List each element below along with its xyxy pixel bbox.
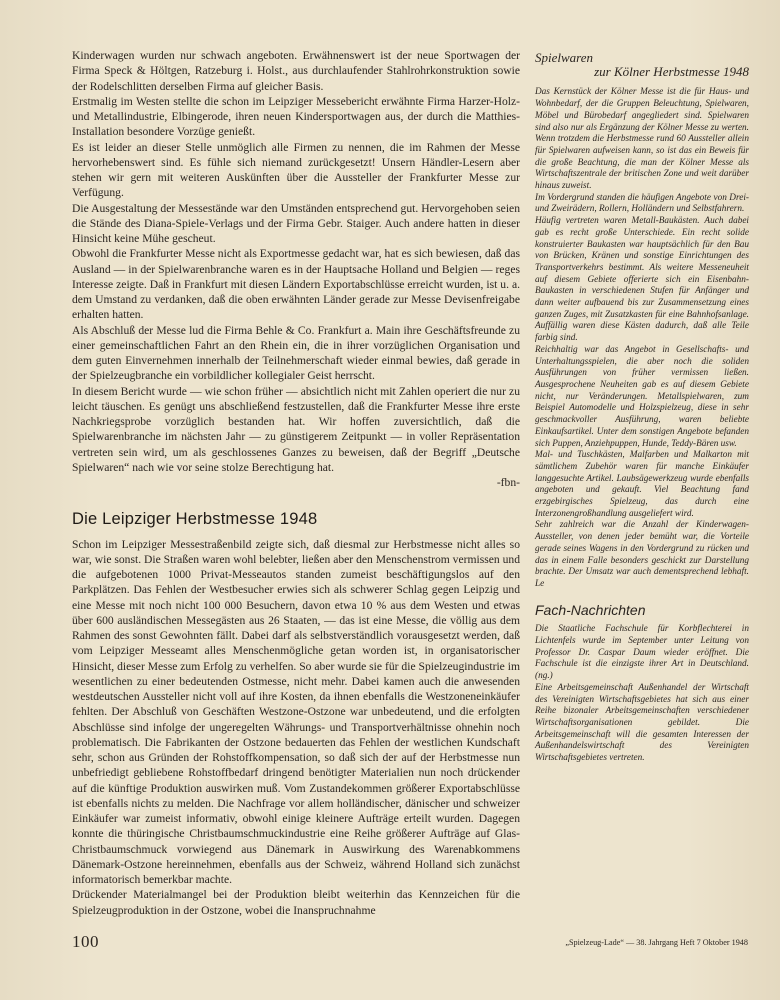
side-column [535, 52, 749, 765]
paragraph: In diesem Bericht wurde — wie schon früher — absichtlich nicht mit Zahlen operiert die nur zu leicht täuschen. Es genügt uns abschließend festzustellen, daß die Frankfurter Messe ihre erste Nachkriegsprobe vorzüglich bestanden hat. Wir hoffen zuversichtlich, daß die Spielwarenbranche im nächsten Jahr — zu günstigerem Zeitpunkt — in voller Repräsentation vertreten sein wird, um als geschlossenes Ganzes zu beweisen, daß der Begriff „Deutsche Spielwaren“ nach wie vor seine stolze Berechtigung hat. [72, 384, 520, 474]
sidebar-paragraph: Reichhaltig war das Angebot in Gesellschafts- und Unterhaltungsspielen, die aber noch die soliden Ausführungen von früher vermissen ließen. Ausgesprochene Neuheiten gab es auf diesem Gebiete nicht, nur Veränderungen. Metallspielwaren, zum Beispiel Automodelle und Holzspielzeug, diese in sehr geschmackvoller Ausführung, waren beliebte Einkaufsartikel. Unter dem sonstigen Angebote befanden sich Puppen, Anziehpuppen, Hunde, Teddy-Bären usw. [535, 344, 749, 449]
page-number: 100 [72, 932, 99, 951]
paragraph: Kinderwagen wurden nur schwach angeboten. Erwähnenswert ist der neue Sportwagen der Firma Speck & Höltgen, Ratzeburg i. Holst., aus durchlaufender Stahlrohrkonstruktion sowie der Rodelschlitten derselben Firma auf gleicher Basis. [72, 49, 520, 93]
sidebar-paragraph: Häufig vertreten waren Metall-Baukästen. Auch dabei gab es recht große Unterschiede. Ein recht solide konstruierter Baukasten war hauptsächlich für den Bau von Brücken, Kränen und sonstige Einrichtungen des Transportverkehrs bestimmt. Als weitere Messeneuheit auf diesem Gebiete offerierte sich ein Eisenbahn-Baukasten in verschiedenen Stufen für Anfänger und dann weiter aufbauend bis zur Zusammensetzung eines ganzen Zuges, mit Zusatzkasten für eine Bahnhofsanlage. Auffällig waren diese Kästen dadurch, daß alle Teile farbig sind. [535, 216, 749, 344]
footer-imprint: „Spielzeug-Lade“ — 38. Jahrgang Heft 7 Oktober 1948 [565, 938, 748, 947]
paragraph: Als Abschluß der Messe lud die Firma Behle & Co. Frankfurt a. Main ihre Geschäftsfreunde zu einer gemeinschaftlichen Fahrt an den Rhein ein, die in ihrer vorzüglichen Organisation und dem guten Einvernehmen innerhalb der Teilnehmerschaft wieder einmal bewies, daß gerade in der Spielzeugbranche ein vorbildlicher kollegialer Geist herrscht. [72, 323, 520, 383]
main-column [72, 48, 520, 918]
paragraph: Drückender Materialmangel bei der Produktion bleibt weiterhin das Kennzeichen für die Spielzeugproduktion in der Ostzone, wobei die Inanspruchnahme [72, 888, 520, 917]
paragraph: Schon im Leipziger Messestraßenbild zeigte sich, daß diesmal zur Herbstmesse nicht alles so war, wie sonst. Die Straßen waren wohl belebter, ließen aber den Menschenstrom vermissen und die aufgebotenen 1000 Privat-Messeautos standen zumeist beschäftigungslos auf den Parkplätzen. Das Fehlen der Westbesucher erwies sich als schwerer Schlag gegen Leipzig und eine Messe mit noch nicht 100 000 Besuchern, davon etwa 10 % aus dem Westen und etwas über 600 ausländischen Messegästen aus 26 Staaten, — das ist eine Messe, die völlig aus dem Rahmen des sonst Gewohnten fällt. Dabei darf als selbstverständlich vorausgesetzt werden, daß vom Leipziger Messeamt alles Menschenmögliche getan worden ist, in organisatorischer Hinsicht, dieser Messe zum Erfolg zu verhelfen. So aber wurde sie für die Spielzeugindustrie im wesentlichen zu einer bedeutenden Ostmesse, nicht mehr. Dabei kamen auch die anwesenden westdeutschen Aussteller nicht voll auf ihre Kosten, da ihnen ebenfalls die Westzoneneinkäufer fehlten. Der Abschluß von Geschäften Westzone-Ostzone war unbedeutend, und die erfolgten Abschlüsse sind infolge der ungeregelten Währungs- und Transportverhältnisse ohnehin noch problematisch. Die Fabrikanten der Ostzone bedauerten das Fehlen der westlichen Kundschaft sehr, schon aus Gründen der Rohstoffkompensation, so daß sich der auf der Herbstmesse nun unbefriedigt gebliebene Rohstoffbedarf dringend benötigter Materialien nun noch drückender auf die künftige Produktion auswirken muß. Vom Zustandekommen größerer Exportabschlüsse ist ebenfalls nichts zu melden. Die Nachfrage vor allem holländischer, dänischer und schweizer Einkäufer war zumeist informativ, obwohl einige kleinere Aufträge erteilt wurden. Dagegen konnte die thüringische Christbaumschmuckindustrie eine Reihe größerer Aufträge auf Glas-Christbaumschmuck vorwiegend aus Dänemark in Auswirkung des Warenabkommens Dänemark-Ostzone hereinnehmen, ebenfalls aus der Schweiz, während Holland sich zunächst informatorisch bemerkbar machte. [72, 537, 520, 886]
sidebar-paragraph: Mal- und Tuschkästen, Malfarben und Malkarton mit sämtlichem Zubehör waren für manche Einkäufer langgesuchte Artikel. Laubsägewerkzeug wurde ebenfalls angeboten und gekauft. Viel Beachtung fand erzgebirgisches Spielzeug, das durch eine Interzonengroßhandlung ausgeliefert wird. [535, 450, 749, 519]
news-item: Eine Arbeitsgemeinschaft Außenhandel der Wirtschaft des Vereinigten Wirtschaftsgebietes hat sich aus einer Reihe bizonaler Arbeitsgemeinschaften verschiedener Wirtschaftsorganisationen gebildet. Die Arbeitsgemeinschaft will die gesamten Interessen der Außenhandelswirtschaft des Vereinigten Wirtschaftsgebietes vertreten. [535, 682, 749, 764]
article-heading: Die Leipziger Herbstmesse 1948 [72, 510, 318, 529]
paragraph: Die Ausgestaltung der Messestände war den Umständen entsprechend gut. Hervorgehoben seien die Stände des Diana-Spiele-Verlags und der Firma Gebr. Staiger. Auch andere hatten in dieser Hinsicht keine Mühe gescheut. [72, 201, 520, 245]
sidebar-subtitle: zur Kölner Herbstmesse 1948 [594, 63, 749, 79]
sidebar-paragraph: Das Kernstück der Kölner Messe ist die für Haus- und Wohnbedarf, der die Gruppen Beleuchtung, Spielwaren, Möbel und Bürobedarf angegliedert sind. Spielwaren sind also nur als Ergänzung der Kölner Messe zu werten. Wenn trotzdem die Herbstmesse rund 60 Aussteller allein für Spielwaren aufweisen kann, so ist das ein Beweis für die große Beachtung, die man der Kölner Messe als Wirtschaftszentrale der britischen Zone und weit darüber hinaus zuweist. [535, 87, 749, 192]
sidebar-paragraph: Im Vordergrund standen die häufigen Angebote von Drei- und Zweirädern, Rollern, Holländern und Selbstfahrern. [535, 192, 749, 215]
paragraph: Obwohl die Frankfurter Messe nicht als Exportmesse gedacht war, hat es sich bewiesen, daß das Ausland — in der Spielwarenbranche waren es in der Hauptsache Holland und Belgien — reges Interesse zeigte. Daß in Frankfurt mit diesen Ländern Exportabschlüsse erreicht wurden, ist u. a. dem Umstand zu verdanken, daß die oben erwähnten Länder gerade zur Messe Devisenfreigabe erhalten hatten. [72, 247, 520, 322]
paragraph: Erstmalig im Westen stellte die schon im Leipziger Messebericht erwähnte Firma Harzer-Holz- und Metallindustrie, Elbingerode, ihren neuen Kindersportwagen aus, der durch die Matthies-Installation besondere Vorzüge genießt. [72, 94, 520, 139]
author-signature: -fbn- [496, 476, 520, 489]
sidebar-title: Spielwaren [535, 50, 594, 65]
sidebar-paragraph: Sehr zahlreich war die Anzahl der Kinderwagen-Aussteller, von denen jeder bemüht war, die Vorteile gerade seines Wagens in den Vordergrund zu rücken und das in einem Falle besonders geschickt zur Darstellung brachte. Der Umsatz war auch dementsprechend lebhaft. Le [535, 520, 749, 589]
paragraph: Es ist leider an dieser Stelle unmöglich alle Firmen zu nennen, die im Rahmen der Messe hervorhebenswert sind. Es fühle sich niemand zurückgesetzt! Unsern Händler-Lesern aber stehen wir gern mit weiteren Auskünften über die Aussteller der Frankfurter Messe zur Verfügung. [72, 140, 520, 200]
news-heading: Fach-Nachrichten [535, 601, 646, 618]
news-item: Die Staatliche Fachschule für Korbflechterei in Lichtenfels wurde im September unter Leitung von Professor Dr. Caspar Daum wieder eröffnet. Die Fachschule ist die einzigste ihrer Art in Deutschland. (ng.) [535, 624, 749, 682]
